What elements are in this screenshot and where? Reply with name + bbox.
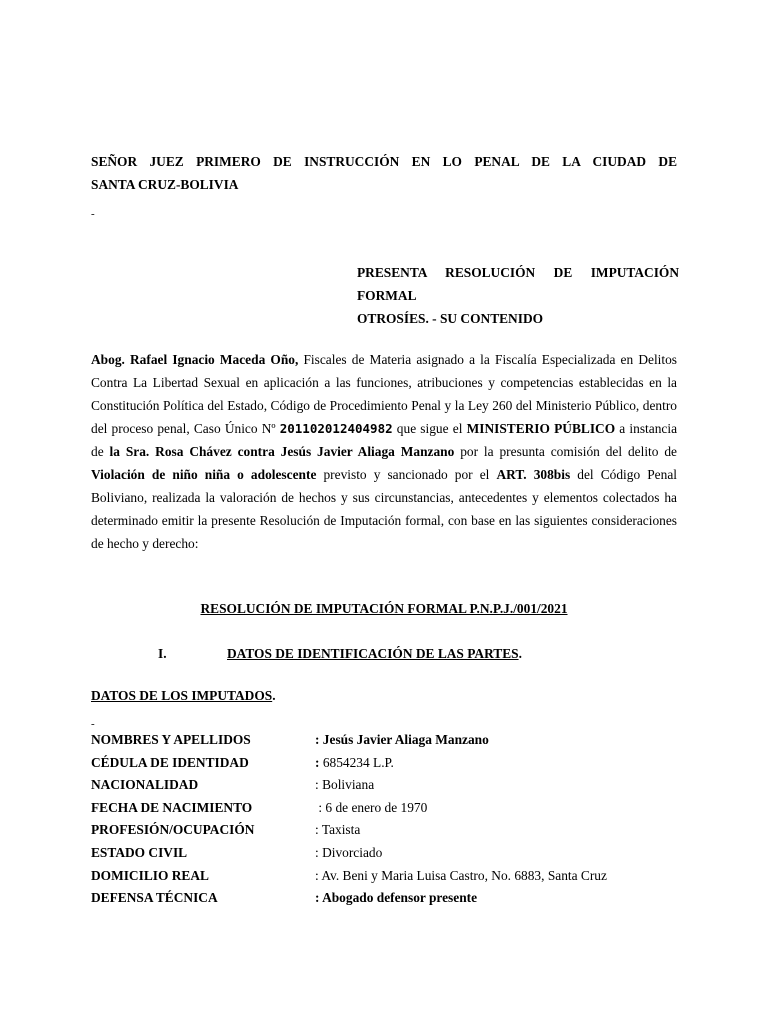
article-ref: ART. 308bis: [496, 467, 571, 482]
field-row-birthdate: [91, 798, 691, 821]
parties-names: la Sra. Rosa Chávez contra Jesús Javier Aliaga Manzano: [109, 444, 455, 459]
subject-line-1: PRESENTA RESOLUCIÓN DE IMPUTACIÓN: [357, 265, 679, 280]
subject-line-3: OTROSÍES. - SU CONTENIDO: [357, 311, 544, 326]
intro-text-3: a instancia de: [91, 421, 678, 459]
field-value: : Abogado defensor presente: [315, 890, 478, 906]
ministry-name: MINISTERIO PÚBLICO: [466, 421, 616, 436]
field-row-occupation: [91, 820, 691, 843]
intro-text-4: por la presunta comisión del delito de: [454, 444, 677, 459]
intro-text-2: que sigue el: [392, 421, 467, 436]
subsection-title-text: DATOS DE LOS IMPUTADOS: [91, 688, 273, 703]
field-label: PROFESIÓN/OCUPACIÓN: [91, 822, 255, 838]
field-value: 6854234 L.P.: [319, 754, 394, 770]
crime-name: Violación de niño niña o adolescente: [91, 467, 317, 482]
field-label: FECHA DE NACIMIENTO: [91, 799, 253, 815]
case-number: 201102012404982: [279, 421, 393, 436]
field-row-civil-status: [91, 843, 691, 866]
subsection-title-end: .: [272, 688, 276, 703]
prosecutor-name: Abog. Rafael Ignacio Maceda Oño,: [91, 352, 299, 367]
field-label: NACIONALIDAD: [91, 777, 199, 793]
section-title: [227, 644, 522, 664]
field-label: NOMBRES Y APELLIDOS: [91, 732, 251, 747]
field-row-id: [91, 753, 691, 776]
field-row-defense: [91, 888, 691, 911]
addressee-block: [91, 150, 677, 196]
field-value: : Jesús Javier Aliaga Manzano: [315, 732, 489, 747]
field-label: ESTADO CIVIL: [91, 844, 188, 860]
addressee-line-1: SEÑOR JUEZ PRIMERO DE INSTRUCCIÓN EN LO PENAL DE LA CIUDAD DE: [91, 154, 677, 169]
field-value: : Av. Beni y Maria Luisa Castro, No. 6883, Santa Cruz: [315, 867, 607, 883]
field-value: : 6 de enero de 1970: [315, 799, 428, 815]
field-label: DEFENSA TÉCNICA: [91, 890, 218, 906]
subsection-dash: -: [91, 718, 95, 730]
intro-text-5: previsto y sancionado por el: [316, 467, 497, 482]
field-value-wrap: [315, 753, 394, 773]
field-row-name: [91, 730, 691, 753]
field-label: DOMICILIO REAL: [91, 867, 209, 883]
subject-block: [357, 261, 679, 330]
subsection-title: [91, 686, 276, 706]
field-label: CÉDULA DE IDENTIDAD: [91, 754, 249, 770]
field-value: : Boliviana: [315, 777, 375, 793]
section-title-text: DATOS DE IDENTIFICACIÓN DE LAS PARTES: [227, 646, 519, 661]
subject-line-2: FORMAL: [357, 288, 417, 303]
section-title-end: .: [518, 646, 522, 661]
section-number: I.: [158, 646, 167, 661]
intro-paragraph: [91, 348, 677, 555]
intro-text-6: del Código Penal Boliviano, realizada la valoración de hechos y sus circunstancias, antecedentes y elementos colectados ha determinado emitir la presente Resolución de Imputación formal, con base en las siguientes consideraciones de hecho y derecho:: [91, 467, 677, 551]
defendant-fields: [91, 730, 691, 911]
field-value: : Divorciado: [315, 844, 383, 860]
resolution-title: RESOLUCIÓN DE IMPUTACIÓN FORMAL P.N.P.J./001/2021: [200, 601, 568, 616]
separator-dash: -: [91, 208, 95, 220]
field-colon: :: [315, 754, 320, 770]
field-row-address: [91, 866, 691, 889]
field-row-nationality: [91, 775, 691, 798]
field-value: : Taxista: [315, 822, 361, 838]
addressee-line-2: SANTA CRUZ-BOLIVIA: [91, 177, 239, 192]
intro-text-1: Fiscales de Materia asignado a la Fiscalía Especializada en Delitos Contra La Libertad Sexual en aplicación a las funciones, atribuciones y competencias establecidas en la Constitución Política del Estado, Código de Procedimiento Penal y la Ley 260 del Ministerio Público, dentro del proceso penal, Caso Único Nº: [91, 352, 678, 436]
